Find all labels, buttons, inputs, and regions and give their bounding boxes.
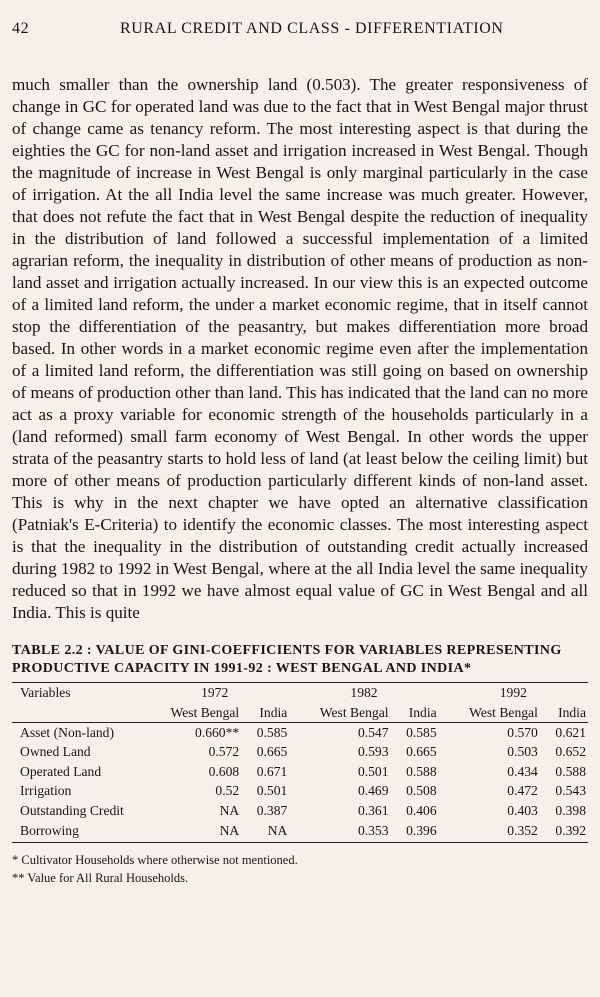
value-cell: 0.543 <box>555 783 586 799</box>
region-header: India <box>540 703 588 723</box>
year-header: 1992 <box>439 683 588 704</box>
region-header: West Bengal <box>140 703 241 723</box>
value-cell: 0.398 <box>555 802 586 818</box>
table-region-header-row <box>12 703 588 723</box>
variable-cell: Outstanding Credit <box>20 802 124 818</box>
region-header: West Bengal <box>289 703 390 723</box>
value-cell: 0.665 <box>256 744 288 760</box>
variable-cell: Irrigation <box>20 783 72 799</box>
variable-cell: Operated Land <box>20 763 102 779</box>
value-cell: 0.469 <box>357 783 389 799</box>
table-row <box>12 821 588 843</box>
region-header: West Bengal <box>439 703 540 723</box>
variable-cell: Asset (Non-land) <box>20 724 115 740</box>
value-cell: NA <box>140 821 241 843</box>
value-cell: 0.353 <box>289 821 390 843</box>
table-caption: TABLE 2.2 : VALUE OF GINI-COEFFICIENTS FOR VARIABLES REPRESENTING PRODUCTIVE CAPACITY IN 1991-92 : WEST BENGAL AND INDIA* <box>12 643 562 676</box>
footnote: ** Value for All Rural Households. <box>12 870 189 885</box>
table-year-header-row <box>12 683 588 704</box>
value-cell: 0.406 <box>406 802 437 818</box>
value-cell: 0.588 <box>406 763 437 779</box>
value-cell: 0.572 <box>208 744 240 760</box>
region-header: India <box>391 703 439 723</box>
value-cell: 0.387 <box>256 802 288 818</box>
value-cell: 0.593 <box>357 744 389 760</box>
value-cell: 0.352 <box>439 821 540 843</box>
region-header: India <box>241 703 289 723</box>
value-cell: 0.501 <box>256 783 288 799</box>
table-row <box>12 782 588 802</box>
footnotes <box>12 851 588 887</box>
running-head: RURAL CREDIT AND CLASS - DIFFERENTIATION <box>120 20 504 37</box>
value-cell: 0.508 <box>406 783 437 799</box>
value-cell: 0.396 <box>391 821 439 843</box>
year-header: 1972 <box>140 683 289 704</box>
value-cell: 0.403 <box>507 802 538 818</box>
value-cell: 0.472 <box>507 783 538 799</box>
value-cell: 0.585 <box>406 724 437 740</box>
value-cell: 0.503 <box>507 744 538 760</box>
table-body <box>12 723 588 843</box>
value-cell: 0.570 <box>507 724 538 740</box>
value-cell: 0.547 <box>357 724 389 740</box>
year-header: 1982 <box>289 683 438 704</box>
body-paragraph: much smaller than the ownership land (0.503). The greater responsiveness of change in GC for operated land was due to the fact that in West Bengal major thrust of change came as tenancy reform. The most interesting aspect is that during the eighties the GC for non-land asset and irrigation increased in West Bengal. Though the magnitude of increase in West Bengal is only marginal particularly in the case of irrigation. At the all India level the same increase was much greater. However, that does not refute the fact that in West Bengal despite the reduction of inequality in the distribution of land followed a successful implementation of a limited agrarian reform, the inequality in distribution of other means of production as non-land asset and irrigation actually increased. In our view this is an expected outcome of a limited land reform, the under a market economic regime, that in itself cannot stop the differentiation of the peasantry, but makes differentiation more broad based. In other words in a market economic regime even after the implementation of a limited land reform, the differentiation was still going on based on ownership of means of production other than land. This has indicated that the land can no more act as a proxy variable for economic strength of the households particularly in a (land reformed) small farm economy of West Bengal. In other words the upper strata of the peasantry starts to hold less of land (at least below the ceiling limit) but more of other means of production particularly different kinds of non-land asset. This is why in the next chapter we have opted an alternative classification (Patniak's E-Criteria) to identify the economic classes. The most interesting aspect is that the inequality in the distribution of outstanding credit actually increased during 1982 to 1992 in West Bengal, where at the all India level the same inequality reduced so that in 1992 we have almost equal value of GC in West Bengal and all India. This is quite <box>12 75 588 622</box>
value-cell: NA <box>219 802 240 818</box>
gini-table <box>12 682 588 843</box>
variable-cell: Owned Land <box>20 744 91 760</box>
table-row <box>12 723 588 743</box>
table-row <box>12 801 588 821</box>
value-cell: 0.652 <box>555 744 586 760</box>
value-cell: NA <box>241 821 289 843</box>
value-cell: 0.660** <box>195 724 240 740</box>
variable-cell: Borrowing <box>12 821 140 843</box>
page-number: 42 <box>12 20 30 37</box>
value-cell: 0.501 <box>357 763 389 779</box>
value-cell: 0.585 <box>256 724 288 740</box>
table-row <box>12 762 588 782</box>
value-cell: 0.434 <box>507 763 538 779</box>
variables-header: Variables <box>12 683 140 704</box>
table-row <box>12 743 588 763</box>
page-header <box>12 14 588 44</box>
value-cell: 0.588 <box>555 763 586 779</box>
footnote: * Cultivator Households where otherwise not mentioned. <box>12 852 298 867</box>
value-cell: 0.608 <box>208 763 240 779</box>
value-cell: 0.665 <box>406 744 437 760</box>
value-cell: 0.361 <box>357 802 389 818</box>
value-cell: 0.392 <box>540 821 588 843</box>
value-cell: 0.671 <box>256 763 288 779</box>
value-cell: 0.52 <box>215 783 240 799</box>
value-cell: 0.621 <box>555 724 586 740</box>
